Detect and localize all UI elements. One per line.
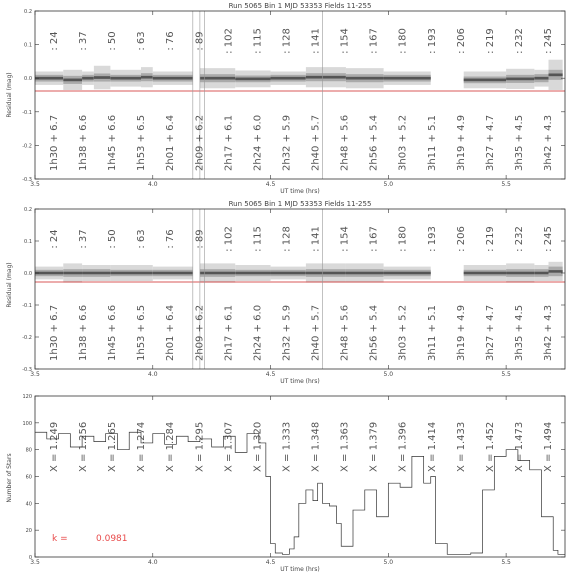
residual-center: [141, 76, 153, 79]
time-label: 2h56 + 5.4: [368, 114, 380, 171]
panel-1-x-ticks: [30, 11, 511, 188]
airmass-label: X = 1.274: [136, 421, 148, 472]
residual-center: [506, 272, 534, 275]
residual-center: [506, 78, 534, 81]
y-tick-label: 0.1: [24, 239, 32, 245]
residual-center: [82, 272, 110, 275]
residual-center: [200, 272, 235, 275]
residual-center: [235, 78, 270, 81]
panel-2-title: Run 5065 Bin 1 MJD 53353 Fields 11-255: [228, 200, 372, 208]
panel-3-x-label: UT time (hrs): [280, 566, 320, 573]
residual-center: [306, 272, 346, 275]
residual-center: [271, 272, 306, 275]
airmass-label: X = 1.295: [194, 421, 206, 472]
residual-center: [464, 79, 506, 82]
y-tick-label: 0.0: [24, 76, 32, 83]
panel-histogram: [6, 394, 565, 573]
x-tick-label: 3.5: [30, 181, 40, 188]
field-label: : 50: [107, 31, 119, 51]
panel-residual-2: [6, 200, 565, 385]
residual-center: [110, 77, 141, 80]
y-tick-label: 100: [22, 420, 32, 427]
y-tick-label: 0.0: [24, 271, 32, 277]
field-label: : 50: [107, 229, 119, 249]
time-label: 2h01 + 6.4: [165, 304, 177, 361]
panel-3-y-label: Number of Stars: [6, 453, 13, 503]
panel-2-x-label: UT time (hrs): [280, 378, 320, 385]
y-tick-label: -0.2: [22, 335, 32, 341]
y-tick-label: -0.2: [22, 143, 32, 150]
residual-center: [534, 272, 548, 275]
residual-center: [346, 77, 384, 80]
time-label: 2h40 + 5.7: [310, 304, 322, 361]
panel-1-time-labels: [49, 115, 554, 171]
time-label: 1h45 + 6.6: [107, 114, 119, 171]
panel-1-title: Run 5065 Bin 1 MJD 53353 Fields 11-255: [228, 2, 372, 10]
field-label: : 89: [194, 229, 206, 249]
time-label: 1h53 + 6.5: [136, 114, 148, 171]
panel-residual-1: [6, 2, 565, 195]
field-label: : 37: [78, 31, 90, 51]
x-tick-label: 4.0: [148, 371, 158, 378]
field-label: : 37: [78, 229, 90, 249]
field-label: : 141: [310, 226, 322, 252]
time-label: 3h19 + 4.9: [455, 114, 467, 171]
y-tick-label: 20: [25, 528, 32, 535]
time-label: 1h45 + 6.6: [107, 304, 119, 361]
x-tick-label: 3.5: [30, 371, 40, 378]
time-label: 3h35 + 4.5: [513, 114, 525, 171]
airmass-label: X = 1.307: [223, 421, 235, 472]
field-label: : 232: [513, 28, 525, 54]
residual-center: [306, 76, 346, 79]
airmass-label: X = 1.363: [339, 421, 351, 472]
y-tick-label: 80: [25, 447, 32, 454]
residual-center: [153, 77, 193, 80]
residual-center: [35, 77, 63, 80]
residual-center: [384, 272, 431, 275]
residual-center: [549, 270, 563, 273]
time-label: 3h19 + 4.9: [455, 304, 467, 361]
airmass-label: X = 1.396: [397, 421, 409, 472]
x-tick-label: 5.5: [501, 371, 511, 378]
field-label: : 232: [513, 226, 525, 252]
residual-center: [153, 272, 193, 275]
field-label: : 206: [455, 28, 467, 54]
field-label: : 167: [368, 226, 380, 252]
time-label: 2h24 + 6.0: [252, 114, 264, 171]
time-label: 2h17 + 6.1: [223, 114, 235, 171]
field-label: : 89: [194, 31, 206, 51]
field-label: : 219: [484, 226, 496, 252]
residual-center: [94, 76, 110, 79]
field-label: : 193: [426, 28, 438, 54]
field-label: : 76: [165, 31, 177, 51]
panel-1-field-labels: [49, 28, 554, 54]
time-label: 2h17 + 6.1: [223, 304, 235, 361]
field-label: : 206: [455, 226, 467, 252]
x-tick-label: 5.0: [383, 559, 394, 566]
time-label: 1h38 + 6.6: [78, 304, 90, 361]
x-tick-label: 4.5: [265, 559, 276, 566]
panel-3-airmass-labels: [49, 422, 554, 472]
field-label: : 24: [49, 31, 60, 51]
airmass-label: X = 1.256: [78, 421, 90, 472]
field-label: : 115: [252, 28, 264, 54]
field-label: : 128: [281, 226, 293, 252]
residual-center: [534, 77, 548, 80]
field-label: : 63: [136, 31, 148, 51]
x-tick-label: 5.5: [501, 181, 511, 188]
field-label: : 167: [368, 28, 380, 54]
field-label: : 128: [281, 28, 293, 54]
panel-1-y-ticks: [22, 9, 565, 183]
field-label: : 245: [543, 28, 554, 54]
airmass-label: X = 1.414: [426, 421, 438, 472]
x-tick-label: 4.5: [265, 371, 276, 378]
residual-center: [110, 272, 152, 275]
time-label: 1h30 + 6.7: [49, 114, 60, 171]
time-label: 2h01 + 6.4: [165, 114, 177, 171]
panel-2-time-labels: [49, 305, 554, 361]
field-label: : 180: [397, 226, 409, 252]
panel-1-y-label: Residual (mag): [6, 72, 13, 118]
airmass-label: X = 1.433: [455, 421, 467, 472]
panel-1-bands: [35, 60, 563, 90]
time-label: 2h32 + 5.9: [281, 304, 293, 361]
x-tick-label: 3.5: [30, 559, 40, 566]
field-label: : 141: [310, 28, 322, 54]
time-label: 2h09 + 6.2: [194, 114, 206, 171]
field-label: : 193: [426, 226, 438, 252]
residual-center: [235, 272, 270, 275]
time-label: 3h03 + 5.2: [397, 304, 409, 361]
time-label: 3h27 + 4.7: [484, 114, 496, 171]
residual-center: [82, 77, 94, 80]
x-tick-label: 4.0: [148, 559, 158, 566]
y-tick-label: 0.1: [24, 42, 32, 49]
field-label: : 102: [223, 226, 235, 252]
residual-center: [271, 77, 306, 80]
field-label: : 24: [49, 229, 60, 249]
time-label: 2h48 + 5.6: [339, 114, 351, 171]
time-label: 3h35 + 4.5: [513, 304, 525, 361]
y-tick-label: -0.1: [22, 303, 32, 309]
x-tick-label: 5.0: [383, 371, 394, 378]
y-tick-label: -0.3: [22, 367, 32, 373]
residual-center: [346, 272, 384, 275]
time-label: 3h11 + 5.1: [426, 114, 438, 171]
airmass-label: X = 1.452: [484, 421, 496, 472]
airmass-label: X = 1.320: [252, 421, 264, 472]
field-label: : 154: [339, 28, 351, 54]
airmass-label: X = 1.379: [368, 421, 380, 472]
residual-center: [35, 272, 63, 275]
field-label: : 63: [136, 229, 148, 249]
residual-center: [200, 77, 235, 80]
panel-3-frame: [35, 396, 565, 557]
panel-2-field-labels: [49, 226, 554, 252]
x-tick-label: 4.0: [148, 181, 158, 188]
residual-center: [384, 77, 431, 80]
time-label: 3h11 + 5.1: [426, 304, 438, 361]
field-label: : 76: [165, 229, 177, 249]
residual-center: [63, 79, 82, 82]
y-tick-label: 0: [28, 555, 32, 561]
time-label: 2h24 + 6.0: [252, 304, 264, 361]
panel-2-bands: [35, 262, 563, 283]
y-tick-label: 120: [22, 394, 32, 400]
residual-center: [549, 73, 563, 76]
field-label: : 180: [397, 28, 409, 54]
k-label: k =: [52, 534, 68, 544]
time-label: 2h56 + 5.4: [368, 304, 380, 361]
time-label: 3h27 + 4.7: [484, 304, 496, 361]
y-tick-label: 40: [25, 501, 32, 508]
panel-1-x-label: UT time (hrs): [280, 188, 320, 195]
time-label: 1h53 + 6.5: [136, 304, 148, 361]
airmass-label: X = 1.249: [49, 421, 60, 472]
field-label: : 219: [484, 28, 496, 54]
time-label: 1h30 + 6.7: [49, 304, 60, 361]
field-label: : 102: [223, 28, 235, 54]
field-label: : 245: [543, 226, 554, 252]
time-label: 3h03 + 5.2: [397, 114, 409, 171]
x-tick-label: 5.5: [501, 559, 511, 566]
panel-2-y-ticks: [22, 207, 565, 373]
y-tick-label: 60: [25, 474, 32, 481]
airmass-label: X = 1.333: [281, 421, 293, 472]
airmass-label: X = 1.284: [165, 421, 177, 472]
time-label: 1h38 + 6.6: [78, 114, 90, 171]
time-label: 2h48 + 5.6: [339, 304, 351, 361]
field-label: : 115: [252, 226, 264, 252]
x-tick-label: 5.0: [383, 181, 394, 188]
airmass-label: X = 1.348: [310, 421, 322, 472]
panel-2-x-ticks: [30, 209, 511, 378]
time-label: 2h09 + 6.2: [194, 304, 206, 361]
residual-center: [464, 272, 506, 275]
x-tick-label: 4.5: [265, 181, 276, 188]
time-label: 3h42 + 4.3: [543, 114, 554, 171]
panel-2-y-label: Residual (mag): [6, 262, 13, 308]
time-label: 3h42 + 4.3: [543, 304, 554, 361]
residual-center: [63, 272, 82, 275]
y-tick-label: 0.2: [24, 9, 32, 15]
y-tick-label: -0.3: [22, 177, 32, 183]
time-label: 2h40 + 5.7: [310, 114, 322, 171]
airmass-label: X = 1.494: [543, 421, 554, 472]
y-tick-label: 0.2: [24, 207, 32, 213]
airmass-label: X = 1.265: [107, 421, 119, 472]
y-tick-label: -0.1: [22, 109, 32, 116]
k-value: 0.0981: [96, 534, 128, 544]
field-label: : 154: [339, 226, 351, 252]
time-label: 2h32 + 5.9: [281, 114, 293, 171]
airmass-label: X = 1.473: [513, 421, 525, 472]
